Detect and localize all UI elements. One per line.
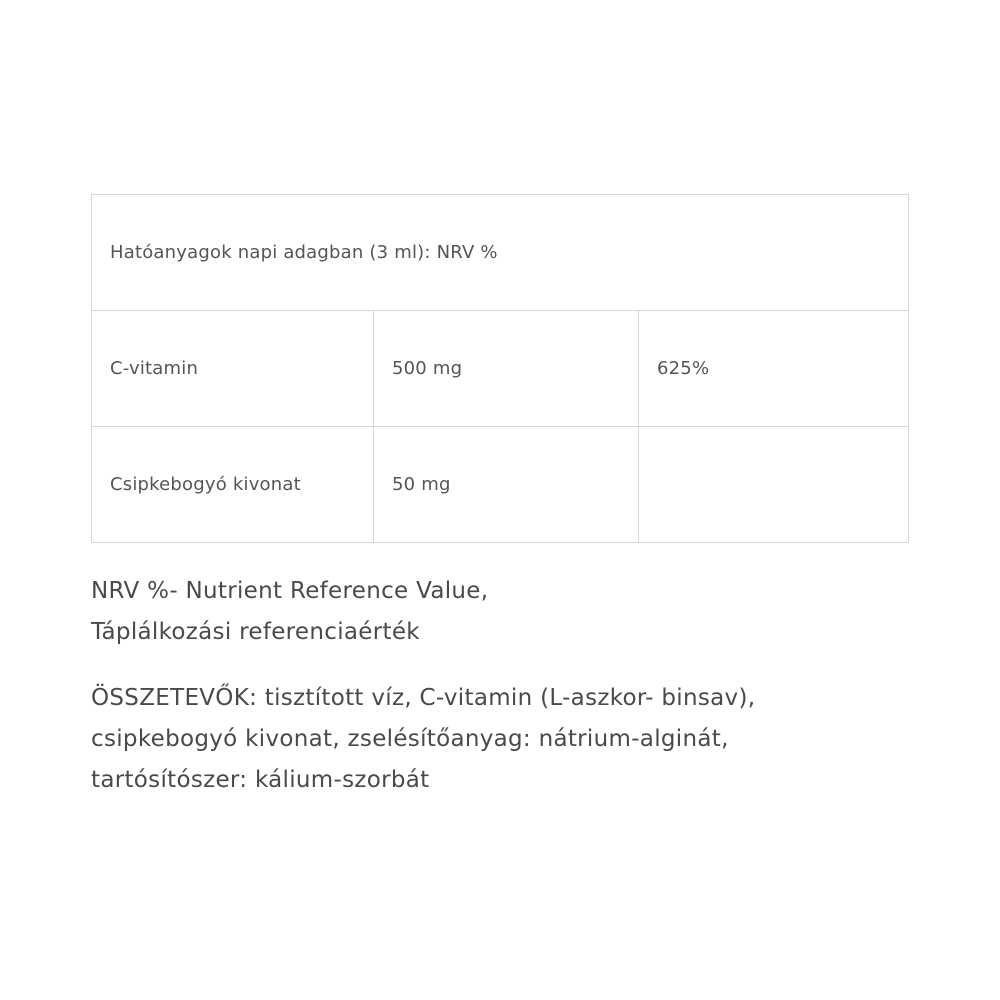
table-header-cell: Hatóanyagok napi adagban (3 ml): NRV %	[92, 195, 909, 311]
ingredient-name: Csipkebogyó kivonat	[92, 427, 374, 543]
nrv-note-line: Táplálkozási referenciaérték	[91, 619, 420, 645]
ingredient-name: C-vitamin	[92, 311, 374, 427]
ingredient-amount: 500 mg	[374, 311, 639, 427]
ingredients-line: csipkebogyó kivonat, zselésítőanyag: nátrium-alginát,	[91, 726, 729, 752]
product-info	[91, 194, 908, 801]
ingredients-line: tartósítószer: kálium-szorbát	[91, 767, 430, 793]
ingredients-text	[91, 678, 908, 801]
ingredient-amount: 50 mg	[374, 427, 639, 543]
nutrition-table	[91, 194, 909, 543]
ingredients-line: ÖSSZETEVŐK: tisztított víz, C-vitamin (L-aszkor- binsav),	[91, 685, 756, 711]
table-row	[92, 427, 909, 543]
nrv-note-line: NRV %- Nutrient Reference Value,	[91, 578, 489, 604]
nrv-note	[91, 571, 908, 653]
table-header-row	[92, 195, 909, 311]
ingredient-nrv	[639, 427, 909, 543]
table-row	[92, 311, 909, 427]
ingredient-nrv: 625%	[639, 311, 909, 427]
